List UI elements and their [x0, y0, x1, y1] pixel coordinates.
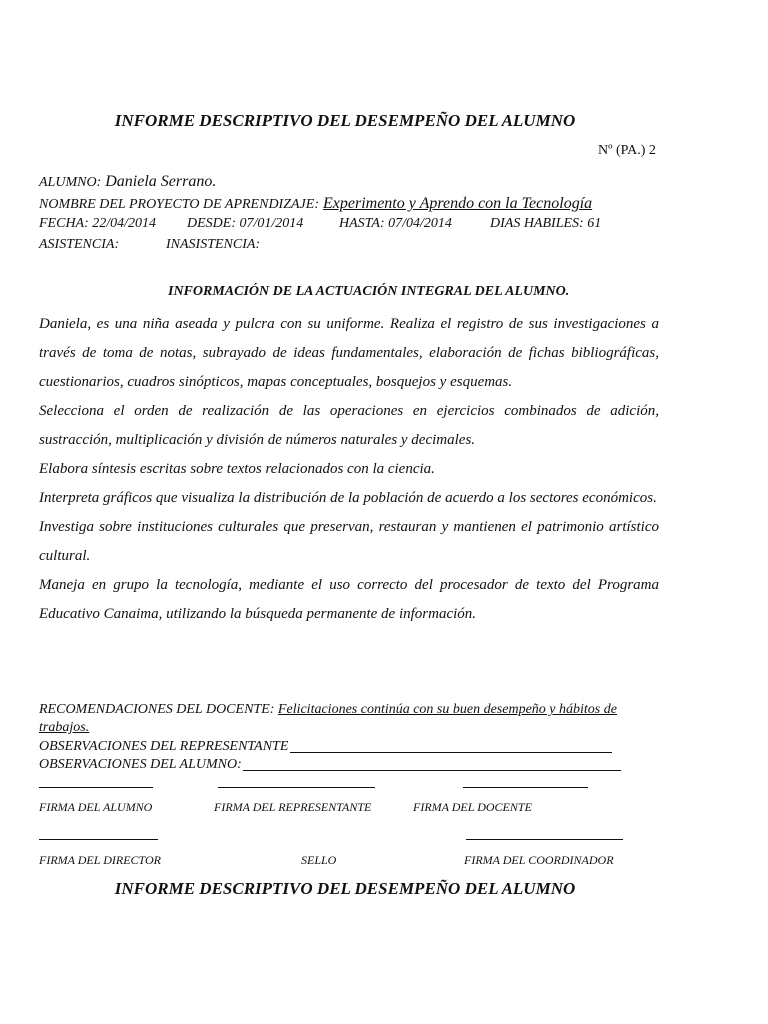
project-name: Experimento y Aprendo con la Tecnología [323, 195, 593, 212]
student-name-row [39, 173, 216, 191]
paragraph: Maneja en grupo la tecnología, mediante el uso correcto del procesador de texto del Programa Educativo Canaima, utilizando la búsqueda permanente de información. [39, 577, 659, 622]
teacher-signature-label: FIRMA DEL DOCENTE [413, 800, 532, 814]
director-signature-line [39, 839, 158, 840]
representative-observations-line [290, 752, 612, 753]
coordinator-signature-label: FIRMA DEL COORDINADOR [464, 853, 614, 867]
paragraph: Daniela, es una niña aseada y pulcra con su uniforme. Realiza el registro de sus investigaciones a través de toma de notas, subrayado de ideas fundamentales, elaboración de fichas bibliográficas, cuestionarios, cuadros sinópticos, mapas conceptuales, bosquejos y esquemas. [39, 316, 659, 390]
date-field: FECHA: 22/04/2014 [39, 216, 157, 231]
project-label: NOMBRE DEL PROYECTO DE APRENDIZAJE: [39, 197, 319, 212]
student-observations-label: OBSERVACIONES DEL ALUMNO: [39, 757, 242, 772]
report-number [598, 143, 656, 159]
attendance-field: ASISTENCIA: [39, 237, 120, 252]
teacher-signature-line [463, 787, 588, 788]
document-title: INFORME DESCRIPTIVO DEL DESEMPEÑO DEL ALUMNO [114, 111, 576, 130]
student-label: ALUMNO: [39, 175, 102, 190]
footer-title: INFORME DESCRIPTIVO DEL DESEMPEÑO DEL ALUMNO [114, 879, 576, 898]
student-name: Daniela Serrano. [105, 173, 217, 190]
paragraph: Elabora síntesis escritas sobre textos relacionados con la ciencia. [39, 461, 435, 477]
report-number-value: 2 [648, 143, 656, 158]
section-heading: INFORMACIÓN DE LA ACTUACIÓN INTEGRAL DEL ALUMNO. [168, 284, 570, 299]
project-row [39, 195, 592, 213]
representative-observations-label: OBSERVACIONES DEL REPRESENTANTE [39, 739, 289, 754]
paragraph: Interpreta gráficos que visualiza la distribución de la población de acuerdo a los sectores económicos. [39, 490, 657, 506]
seal-label: SELLO [301, 853, 337, 867]
performance-description [39, 310, 659, 629]
absence-field: INASISTENCIA: [166, 237, 261, 252]
paragraph: Investiga sobre instituciones culturales que preservan, restauran y mantienen el patrimonio artístico cultural. [39, 519, 659, 564]
coordinator-signature-line [466, 839, 623, 840]
recommendations-text-cont: trabajos. [39, 720, 90, 735]
student-signature-line [39, 787, 153, 788]
representative-signature-line [218, 787, 375, 788]
to-date-field: HASTA: 07/04/2014 [339, 216, 452, 231]
recommendations-row [39, 702, 617, 718]
paragraph: Selecciona el orden de realización de las operaciones en ejercicios combinados de adición, sustracción, multiplicación y división de números naturales y decimales. [39, 403, 659, 448]
representative-signature-label: FIRMA DEL REPRESENTANTE [214, 800, 372, 814]
recommendations-label: RECOMENDACIONES DEL DOCENTE: [39, 702, 275, 717]
report-number-label: Nº (PA.) [598, 143, 646, 158]
director-signature-label: FIRMA DEL DIRECTOR [39, 853, 161, 867]
recommendations-text: Felicitaciones continúa con su buen desempeño y hábitos de [277, 702, 617, 717]
student-observations-line [243, 770, 621, 771]
student-signature-label: FIRMA DEL ALUMNO [39, 800, 153, 814]
from-date-field: DESDE: 07/01/2014 [187, 216, 304, 231]
business-days-field: DIAS HABILES: 61 [490, 216, 602, 231]
